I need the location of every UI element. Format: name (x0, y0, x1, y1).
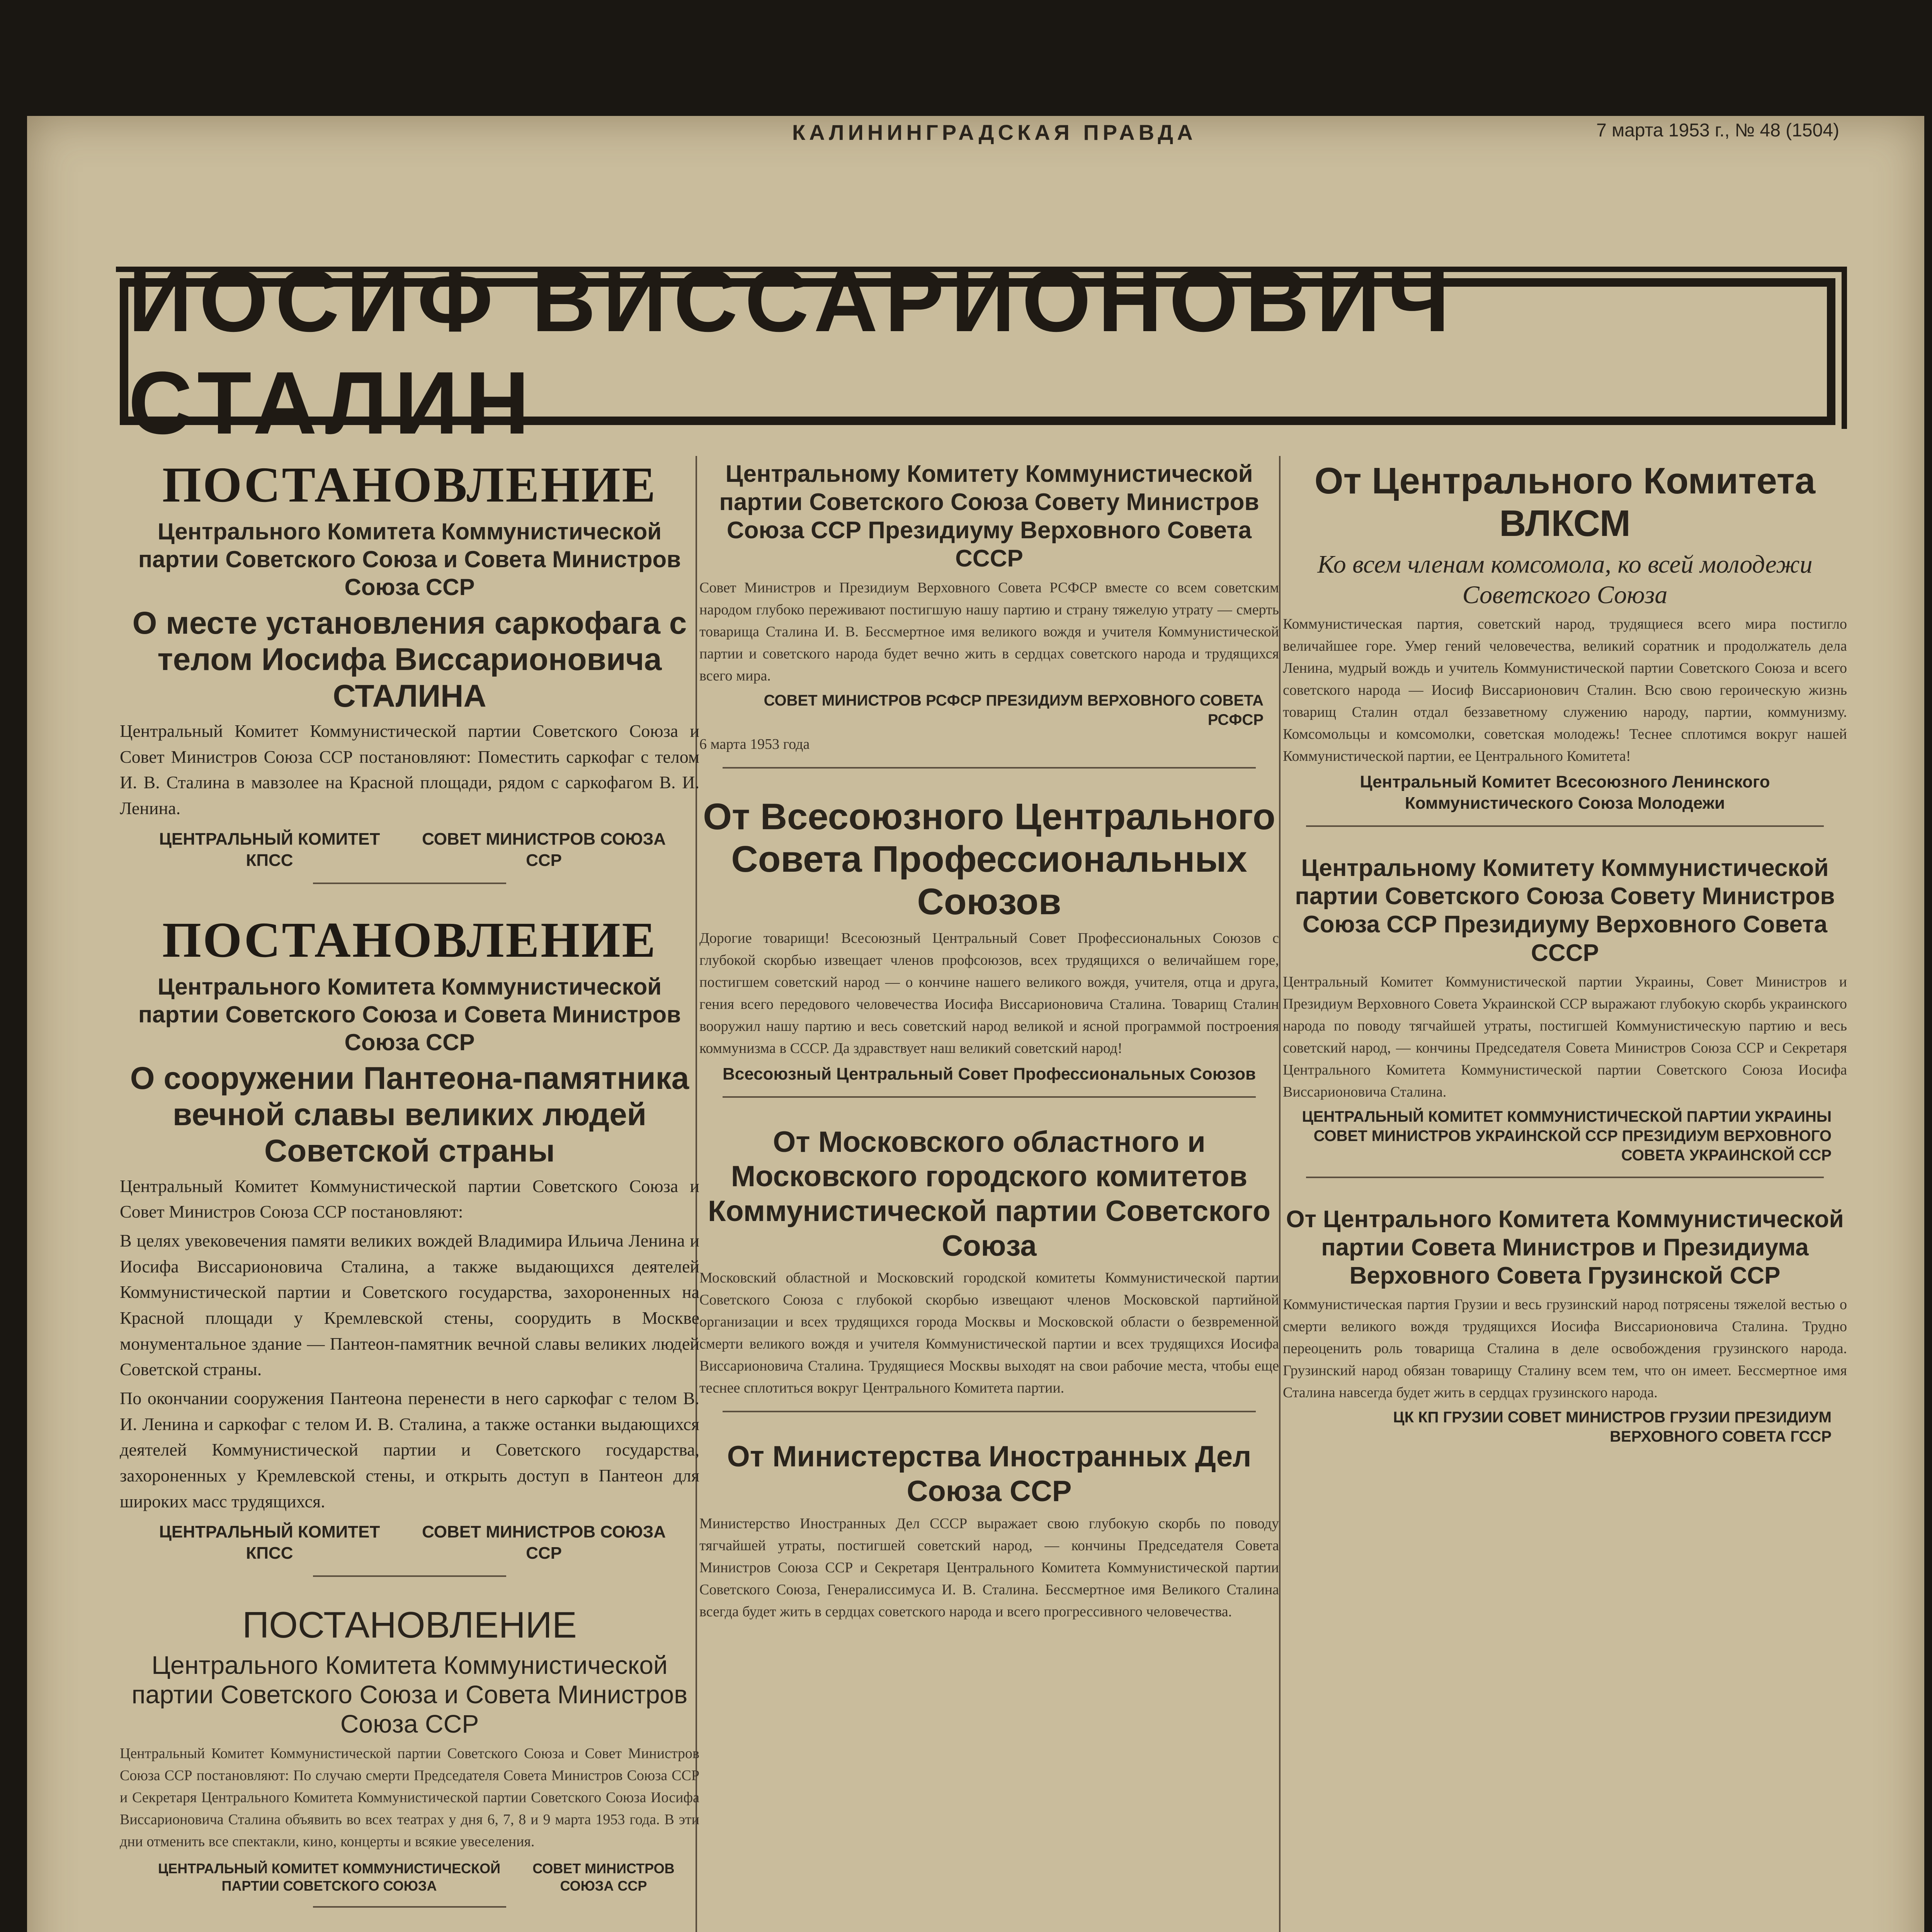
divider (313, 1906, 506, 1908)
rsfsr-signature: СОВЕТ МИНИСТРОВ РСФСР ПРЕЗИДИУМ ВЕРХОВНОГО СОВЕТА РСФСР (764, 692, 1264, 728)
decree-sarcophagus (120, 456, 699, 884)
decree-text: Центральный Комитет Коммунистической партии Советского Союза и Совет Министров Союза ССР постановляют: Поместить саркофаг с телом И. В. Сталина в мавзолее на Красной площади, рядом с саркофагом В. И. Ленина. (120, 721, 699, 818)
signature-council: СОВЕТ МИНИСТРОВ СОЮЗА ССР (422, 1522, 666, 1563)
decree-subtitle: Центрального Комитета Коммунистической партии Советского Союза и Совета Министров Союза ССР (138, 519, 681, 600)
decree-subtitle: Центрального Комитета Коммунистической партии Советского Союза и Совета Министров Союза ССР (138, 973, 681, 1055)
decree-signatures (135, 1521, 684, 1564)
decree-text: По окончании сооружения Пантеона перенести в него саркофаг с телом В. И. Ленина и саркофаг с телом И. В. Сталина, а также останки выдающихся деятелей Коммунистической партии и Советского государства, захороненных у Кремлевской стены, и открыть доступ в Пантеон для широких масс трудящихся. (120, 1388, 699, 1511)
decree-mourning (120, 1604, 699, 1907)
moscow-text: Московский областной и Московский городской комитеты Коммунистической партии Советского Союза с глубокой скорбью извещают членов Московской партийной организации и всех трудящихся города Москвы и Московской области о безвременной смерти великого вождя и учителя Коммунистической партии и всех трудящихся Иосифа Виссарионовича Сталина. Трудящиеся Москвы выходят на свои рабочие места, чтобы еще теснее сплотиться вокруг Центрального Комитета партии. (699, 1270, 1279, 1396)
masthead (116, 116, 1839, 155)
decree-title: ПОСТАНОВЛЕНИЕ (162, 457, 657, 513)
georgia-text: Коммунистическая партия Грузии и весь грузинский народ потрясены тяжелой вестью о смерти великого вождя трудящихся Иосифа Виссарионовича Сталина. Трудно переоценить роль товарища Сталина в деле освобождения грузинского народа. Грузинский народ обязан товарищу Сталину всем тем, что он имеет. Бессмертное имя Сталина навсегда будет жить в сердцах грузинского народа. (1283, 1296, 1847, 1401)
mfa-heading: От Министерства Иностранных Дел Союза ССР (727, 1440, 1252, 1508)
decree-heading: О сооружении Пантеона-памятника вечной славы великих людей Советской страны (130, 1060, 689, 1169)
column-1 (120, 456, 699, 1932)
divider (723, 1411, 1256, 1412)
signature-cc: ЦЕНТРАЛЬНЫЙ КОМИТЕТ КПСС (159, 829, 380, 870)
vlksm-heading: От Центрального Комитета ВЛКСМ (1314, 460, 1816, 544)
column-divider (1279, 456, 1281, 1932)
ukraine-signature: ЦЕНТРАЛЬНЫЙ КОМИТЕТ КОММУНИСТИЧЕСКОЙ ПАРТИИ УКРАИНЫ СОВЕТ МИНИСТРОВ УКРАИНСКОЙ ССР ПРЕЗИДИУМ ВЕРХОВНОГО СОВЕТА УКРАИНСКОЙ ССР (1302, 1108, 1832, 1164)
rsfsr-heading: Центральному Комитету Коммунистической партии Советского Союза Совету Министров Союза ССР Президиуму Верховного Совета СССР (719, 461, 1259, 572)
unions-signature: Всесоюзный Центральный Совет Профессиональных Союзов (722, 1064, 1256, 1083)
ukraine-text: Центральный Комитет Коммунистической партии Украины, Совет Министров и Президиум Верховного Совета Украинской ССР выражают глубокую скорбь украинского народа по поводу тягчайшей утраты, постигшей Коммунистическую партию и весь советский народ, — кончины Председателя Совета Министров Союза ССР и Секретаря Центрального Комитета Коммунистической партии Советского Союза Иосифа Виссарионовича Сталина. (1283, 973, 1847, 1100)
unions-text: Дорогие товарищи! Всесоюзный Центральный Совет Профессиональных Союзов с глубокой скорбью извещает членов профсоюзов, всех трудящихся о величайшем горе, постигшем советский народ — о кончине нашего великого вождя, учителя, отца и друга, гения всего передового человечества Иосифа Виссарионовича Сталина. Товарищ Сталин вооружил нашу партию и весь советский народ великой и ясной программой построения коммунизма в СССР. Да здравствует наш великий советский народ! (699, 930, 1279, 1056)
vlksm-message (1283, 460, 1847, 827)
divider (1306, 825, 1824, 827)
georgia-message (1283, 1205, 1847, 1446)
decree-signatures (135, 828, 684, 871)
rsfsr-message (699, 460, 1279, 769)
decree-text: Центральный Комитет Коммунистической партии Советского Союза и Совет Министров Союза ССР постановляют: (120, 1176, 699, 1222)
signature-cc: ЦЕНТРАЛЬНЫЙ КОМИТЕТ КОММУНИСТИЧЕСКОЙ ПАРТИИ СОВЕТСКОГО СОЮЗА (158, 1860, 500, 1894)
divider (313, 883, 506, 884)
ukraine-message (1283, 854, 1847, 1178)
rsfsr-text: Совет Министров и Президиум Верховного Совета РСФСР вместе со всем советским народом глубоко переживают постигшую нашу партию и страну тяжелую утрату — смерть товарища Сталина И. В. Бессмертное имя великого вождя и учителя Коммунистической партии и советского народа будет вечно жить в сердцах советского народа и трудящихся всего мира. (699, 579, 1279, 684)
paper-name: КАЛИНИНГРАДСКАЯ ПРАВДА (792, 120, 1197, 145)
mfa-text: Министерство Иностранных Дел СССР выражает свою глубокую скорбь по поводу тягчайшей утраты, постигшей советский народ, — кончины Председателя Совета Министров Союза ССР и Секретаря Центрального Комитета Коммунистической партии Советского Союза, Генералиссимуса И. В. Сталина. Бессмертное имя Великого Сталина всегда будет жить в сердцах советского народа и всего прогрессивного человечества. (699, 1515, 1279, 1620)
decree-text: В целях увековечения памяти великих вождей Владимира Ильича Ленина и Иосифа Виссарионовича Сталина, а также выдающихся деятелей Коммунистической партии и Советского государства, захороненных на Красной площади у Кремлевской стены, соорудить в Москве монументальное здание — Пантеон-памятник вечной славы великих людей Советской страны. (120, 1230, 699, 1379)
moscow-heading: От Московского областного и Московского городского комитетов Коммунистической партии Советского Союза (708, 1125, 1270, 1262)
unions-heading: От Всесоюзного Центрального Совета Профессиональных Союзов (703, 796, 1276, 923)
rsfsr-date: 6 марта 1953 года (699, 736, 810, 752)
divider (313, 1575, 506, 1577)
signature-council: СОВЕТ МИНИСТРОВ СОЮЗА ССР (422, 829, 666, 870)
decree-pantheon (120, 911, 699, 1577)
issue-date: 7 марта 1953 г., № 48 (1504) (1596, 120, 1839, 141)
decree-title: ПОСТАНОВЛЕНИЕ (242, 1604, 577, 1646)
column-3 (1283, 456, 1847, 1473)
georgia-signature: ЦК КП ГРУЗИИ СОВЕТ МИНИСТРОВ ГРУЗИИ ПРЕЗИДИУМ ВЕРХОВНОГО СОВЕТА ГССР (1393, 1409, 1832, 1446)
decree-signatures (135, 1860, 684, 1895)
ukraine-heading: Центральному Комитету Коммунистической партии Советского Союза Совету Министров Союза ССР Президиуму Верховного Совета СССР (1295, 855, 1835, 966)
signature-cc: ЦЕНТРАЛЬНЫЙ КОМИТЕТ КПСС (159, 1522, 380, 1563)
trade-unions-message (699, 796, 1279, 1098)
divider (723, 1096, 1256, 1098)
vlksm-subheading: Ко всем членам комсомола, ко всей молодежи Советского Союза (1317, 550, 1813, 609)
divider (1306, 1177, 1824, 1178)
decree-text: Центральный Комитет Коммунистической партии Советского Союза и Совет Министров Союза ССР постановляют: По случаю смерти Председателя Совета Министров Союза ССР и Секретаря Центрального Комитета Коммунистической партии Советского Союза Иосифа Виссарионовича Сталина объявить во всех театрах у дня 6, 7, 8 и 9 марта 1953 года. В эти дни отменить все спектакли, кино, концерты и всякие увеселения. (120, 1745, 699, 1850)
georgia-heading: От Центрального Комитета Коммунистической партии Совета Министров и Президиума Верховного Совета Грузинской ССР (1286, 1206, 1844, 1289)
signature-council: СОВЕТ МИНИСТРОВ СОЮЗА ССР (532, 1860, 675, 1894)
vlksm-text: Коммунистическая партия, советский народ, трудящиеся всего мира постигло величайшее горе. Умер гений человечества, великий соратник и продолжатель дела Ленина, мудрый вождь и учитель Коммунистической партии Советского Союза и всего советского народа — Иосиф Виссарионович Сталин. Всю свою героическую жизнь товарищ Сталин отдал беззаветному служению народу, партии, коммунизму. Комсомольцы и комсомолки, советская молодежь! Теснее сплотимся вокруг нашей Коммунистической партии, ее Центрального Комитета! (1283, 616, 1847, 765)
mfa-message (699, 1439, 1279, 1622)
decree-title: ПОСТАНОВЛЕНИЕ (162, 912, 657, 968)
column-2 (699, 456, 1279, 1650)
vlksm-signature: Центральный Комитет Всесоюзного Ленинского Коммунистического Союза Молодежи (1360, 772, 1770, 813)
divider (723, 767, 1256, 769)
decree-heading: О месте установления саркофага с телом Иосифа Виссарионовича СТАЛИНА (132, 605, 687, 714)
decree-subtitle: Центрального Комитета Коммунистической партии Советского Союза и Совета Министров Союза ССР (131, 1650, 688, 1738)
banner (120, 251, 1835, 452)
banner-title: ИОСИФ ВИССАРИОНОВИЧ СТАЛИН (128, 251, 1457, 452)
moscow-committees-message (699, 1125, 1279, 1413)
